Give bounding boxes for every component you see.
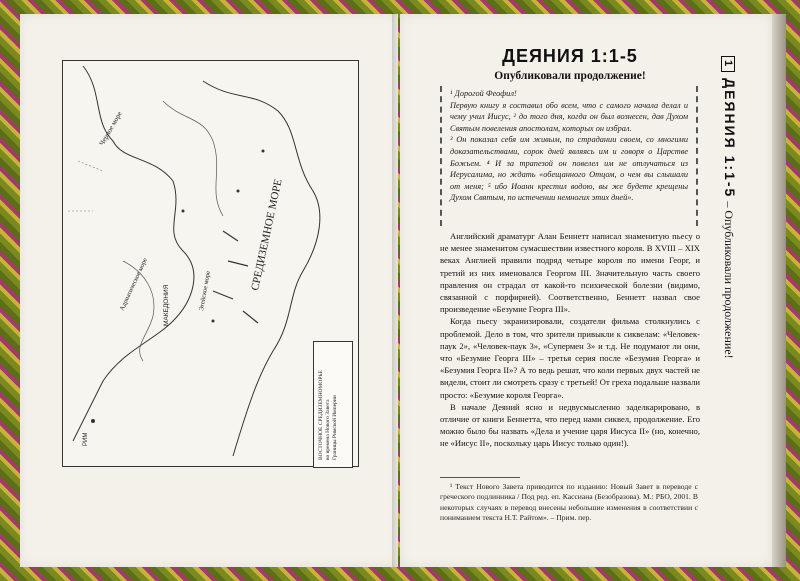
map-legend [313, 341, 353, 468]
body-paragraph: Английский драматург Алан Беннетт написал знаменитую пьесу о не менее знаменитом сумасшествии известного короля. В XVIII – XIX веках Англией правили подряд четыре короля по имени Георг, и третий из них именовался Георгом III. Значительную часть своего правления он страдал от какой-то психической болезни (видимо, связанной с порфирией). Соответственно, Беннетт назвал свое произведение «Безумие Георга III». [440, 231, 700, 315]
coastline-west [73, 66, 194, 441]
body-text [440, 230, 700, 450]
body-paragraph: В начале Деяний ясно и недвусмысленно заделкарировано, в отличие от книги Беннетта, что перед нами сиквел, продолжение. Его можно было бы назвать «Дела и учение царя Иисуса II» (но, конечно, не «Иисус II», поскольку царь Иисус только один!). [440, 401, 700, 449]
running-head-subtitle: – Опубликовали продолжение! [722, 198, 736, 359]
page-number: 1 [721, 56, 735, 72]
quote-paragraph: Первую книгу я составил обо всем, что с самого начала делал и чему учил Иисус, ² до того дня, когда он был вознесен, дав Духом Святым повеления апостолам, которых он избрал. [450, 100, 688, 133]
footnote [440, 482, 698, 524]
quote-line: ¹ Дорогой Феофил! [450, 89, 517, 98]
running-head-title: ДЕЯНИЯ 1:1-5 [722, 78, 738, 199]
coastline-inner [163, 101, 223, 216]
empire-border [68, 161, 103, 211]
city-marker [182, 210, 185, 213]
page-edge [772, 14, 786, 567]
footnote-divider [440, 477, 520, 478]
label-rome: РИМ [83, 432, 89, 446]
city-marker [262, 150, 265, 153]
running-head [721, 56, 738, 496]
legend-subtitle: во времена Нового Завета [325, 399, 331, 460]
footnote-text: ¹ Текст Нового Завета приводится по изданию: Новый Завет в переводе с греческого подлинника / Под ред. еп. Кассиана (Безобразова). М.: РБО, 2001. В некоторых случаях в перевод внесены небольшие изменения в соответствии с пониманием текста Н.Т. Райтом». – Прим. пер. [440, 482, 698, 523]
label-adriatic: Адриатическое море [118, 257, 149, 312]
city-marker [237, 190, 240, 193]
label-macedonia: МАКЕДОНИЯ [163, 284, 170, 326]
body-paragraph: Когда пьесу экранизировали, создатели фильма столкнулись с проблемой. Дело в том, что зрители привыкли к сиквелам: «Человек-паук 2», «Человек-паук 3», «Супермен 3» и т.д. Не подумают ли они, что «Безумие Георга III» – третья серия после «Безумия Георга» и «Безумия Георга II»? А то ведь решат, что коли первых двух частей не видели, стоит ли смотреть сразу с третьей! От греха подальше назвали просто: «Безумие короля Георга». [440, 316, 700, 400]
scripture-quote [440, 86, 698, 226]
legend-title: ВОСТОЧНОЕ СРЕДИЗЕМНОМОРЬЕ [318, 370, 324, 460]
legend-border-key: Границы Римской Империи [332, 395, 338, 460]
city-marker [212, 320, 215, 323]
city-marker-rome [91, 419, 95, 423]
section-subtitle: Опубликовали продолжение! [494, 70, 646, 82]
section-title: ДЕЯНИЯ 1:1-5 [502, 46, 638, 66]
label-aegean: Эгейское море [198, 270, 212, 312]
label-mediterranean: СРЕДИЗЕМНОЕ МОРЕ [249, 178, 285, 292]
map-eastern-mediterranean [62, 60, 359, 467]
quote-paragraph: ³ Он показал себя им живым, по страдании своем, со многими доказательствами, сорок дней являясь им и говоря о Царстве Божьем. ⁴ И за трапезой он повелел им не отлучаться из Иерусалима, но ждать «обещанного Отцом, о чем вы слышали от меня; ⁵ ибо Иоанн крестил водою, вы же будете крещены Духом Святым, по истечении немногих этих дней». [450, 135, 688, 203]
label-black-sea: Черное море [97, 110, 124, 147]
